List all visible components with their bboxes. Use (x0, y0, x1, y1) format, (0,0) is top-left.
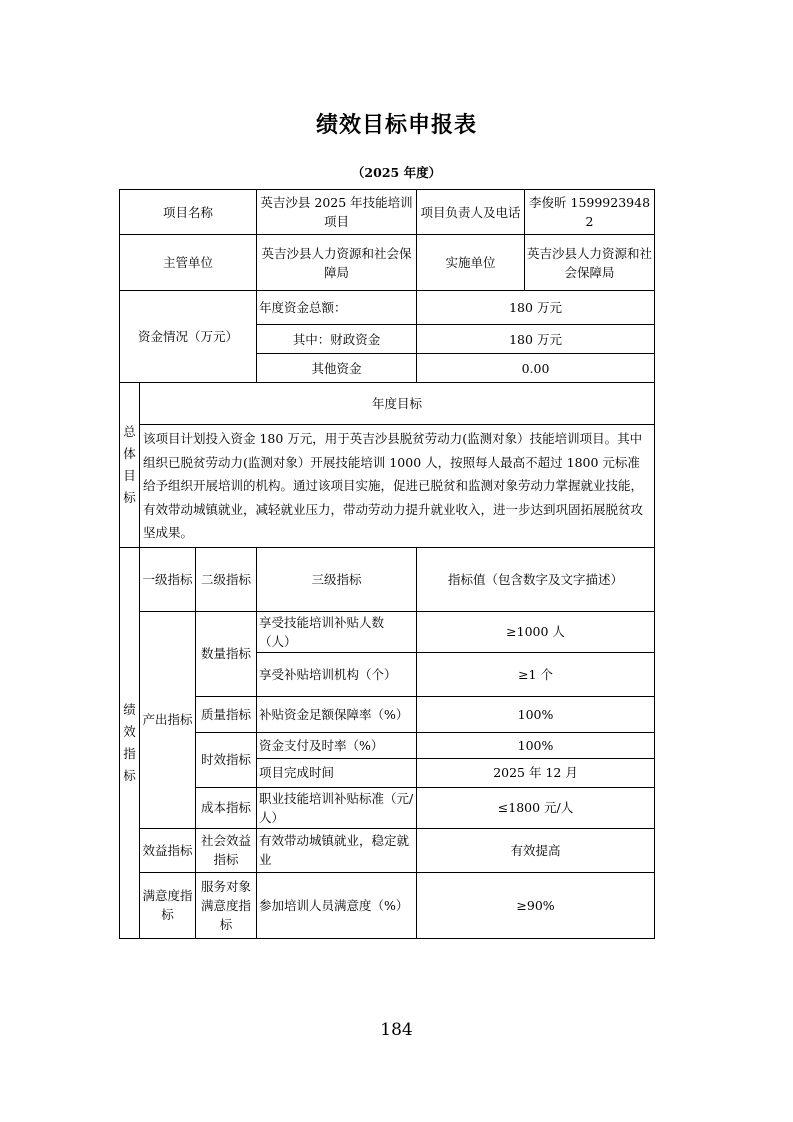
indicator-name: 资金支付及时率（%） (257, 732, 417, 758)
indicator-value: ≥1000 人 (417, 611, 655, 652)
performance-goal-table (119, 189, 655, 939)
indicator-value: 2025 年 12 月 (417, 758, 655, 787)
funds-total-label: 年度资金总额： (257, 291, 417, 325)
row-indicator-headers (120, 547, 655, 611)
indicator-value: 有效提高 (417, 828, 655, 872)
header-indicator-value: 指标值（包含数字及文字描述） (417, 547, 655, 611)
row-timeliness-1 (120, 732, 655, 758)
overall-goal-side-label (120, 383, 140, 548)
indicators-side-label (120, 547, 140, 938)
row-department (120, 235, 655, 291)
output-indicator-label: 产出指标 (140, 611, 196, 828)
funds-fiscal-label: 其中：财政资金 (257, 325, 417, 354)
funds-total-value: 180 万元 (417, 291, 655, 325)
header-level2: 二级指标 (196, 547, 257, 611)
row-goal-header (120, 383, 655, 425)
row-project-name (120, 190, 655, 235)
funds-other-label: 其他资金 (257, 354, 417, 383)
project-leader-label: 项目负责人及电话 (417, 190, 525, 235)
indicators-side-text: 绩效指标 (123, 701, 136, 783)
implementing-unit-value: 英吉沙县人力资源和社会保障局 (525, 235, 655, 291)
project-name-label: 项目名称 (120, 190, 257, 235)
social-benefit-indicator-label: 社会效益指标 (196, 828, 257, 872)
document-year: （2025 年度） (351, 165, 442, 180)
department-label: 主管单位 (120, 235, 257, 291)
header-level3: 三级指标 (257, 547, 417, 611)
annual-goal-header: 年度目标 (140, 383, 655, 425)
indicator-name: 项目完成时间 (257, 758, 417, 787)
document-title: 绩效目标申报表 (315, 113, 477, 138)
page-number: 184 (380, 1020, 413, 1040)
service-satisfaction-indicator-label: 服务对象满意度指标 (196, 872, 257, 938)
benefit-indicator-label: 效益指标 (140, 828, 196, 872)
project-name-value: 英吉沙县 2025 年技能培训项目 (257, 190, 417, 235)
row-funds-total (120, 291, 655, 325)
row-goal-text (120, 425, 655, 548)
header-level1: 一级指标 (140, 547, 196, 611)
indicator-value: 100% (417, 696, 655, 732)
funds-label: 资金情况（万元） (120, 291, 257, 383)
indicator-value: 100% (417, 732, 655, 758)
timeliness-indicator-label: 时效指标 (196, 732, 257, 787)
implementing-unit-label: 实施单位 (417, 235, 525, 291)
indicator-name: 享受技能培训补贴人数（人） (257, 611, 417, 652)
department-value: 英吉沙县人力资源和社会保障局 (257, 235, 417, 291)
quantity-indicator-label: 数量指标 (196, 611, 257, 696)
cost-indicator-label: 成本指标 (196, 787, 257, 828)
indicator-name: 享受补贴培训机构（个） (257, 652, 417, 696)
funds-fiscal-value: 180 万元 (417, 325, 655, 354)
quality-indicator-label: 质量指标 (196, 696, 257, 732)
row-benefit (120, 828, 655, 872)
indicator-value: ≤1800 元/人 (417, 787, 655, 828)
row-cost (120, 787, 655, 828)
indicator-name: 有效带动城镇就业，稳定就业 (257, 828, 417, 872)
satisfaction-indicator-label: 满意度指标 (140, 872, 196, 938)
indicator-name: 参加培训人员满意度（%） (257, 872, 417, 938)
row-quality (120, 696, 655, 732)
funds-other-value: 0.00 (417, 354, 655, 383)
row-quantity-1 (120, 611, 655, 652)
overall-goal-side-text: 总体目标 (123, 423, 136, 505)
annual-goal-text: 该项目计划投入资金 180 万元，用于英吉沙县脱贫劳动力(监测对象）技能培训项目。其中组织已脱贫劳动力(监测对象）开展技能培训 1000 人，按照每人最高不超过 1800 元标准给予组织开展培训的机构。通过该项目实施，促进已脱贫和监测对象劳动力掌握就业技能，有效带动城镇就业，减轻就业压力，带动劳动力提升就业收入，进一步达到巩固拓展脱贫攻坚成果。 (140, 425, 655, 548)
indicator-value: ≥90% (417, 872, 655, 938)
project-leader-value: 李俊昕 15999239482 (525, 190, 655, 235)
row-satisfaction (120, 872, 655, 938)
indicator-value: ≥1 个 (417, 652, 655, 696)
indicator-name: 职业技能培训补贴标准（元/人） (257, 787, 417, 828)
indicator-name: 补贴资金足额保障率（%） (257, 696, 417, 732)
